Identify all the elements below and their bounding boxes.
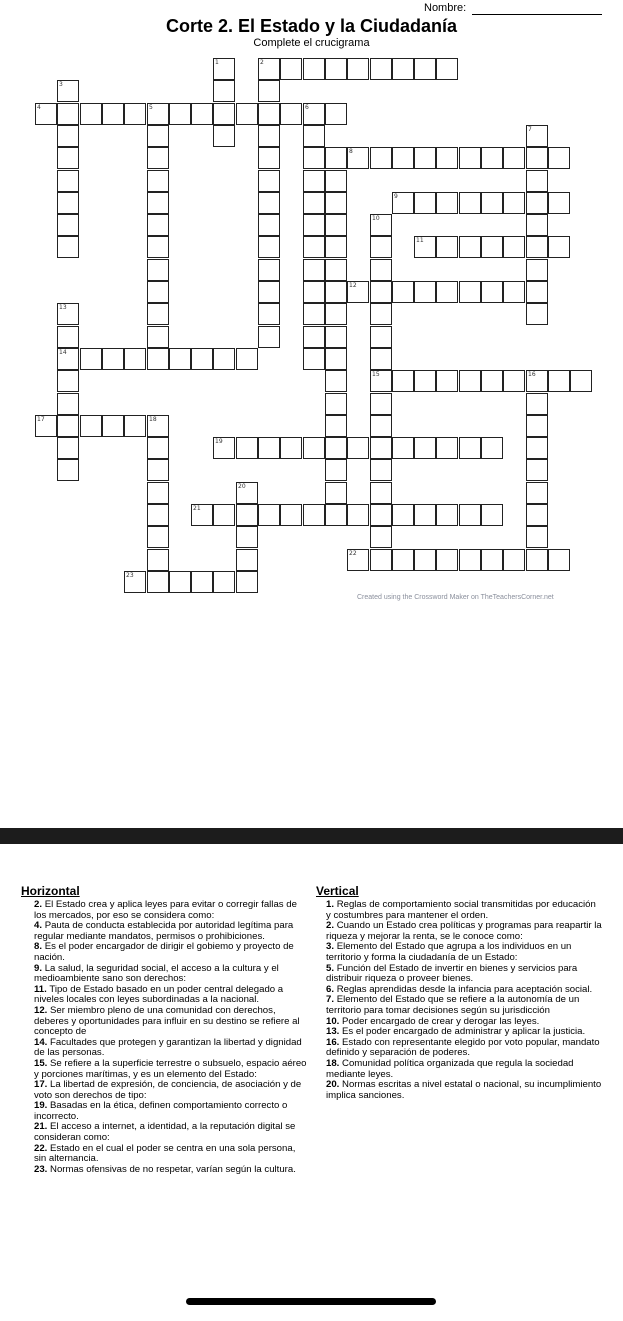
- clue-number: 11: [416, 237, 424, 244]
- crossword-cell[interactable]: [236, 437, 258, 459]
- crossword-cell[interactable]: [436, 147, 458, 169]
- crossword-cell[interactable]: [124, 571, 146, 593]
- crossword-cell[interactable]: [303, 303, 325, 325]
- crossword-cell[interactable]: [147, 504, 169, 526]
- crossword-cell[interactable]: [303, 103, 325, 125]
- crossword-cell[interactable]: [370, 415, 392, 437]
- crossword-cell[interactable]: [414, 236, 436, 258]
- crossword-cell[interactable]: [526, 370, 548, 392]
- crossword-cell[interactable]: [526, 214, 548, 236]
- crossword-cell[interactable]: [459, 370, 481, 392]
- crossword-cell[interactable]: [481, 192, 503, 214]
- clue-item: 5. Función del Estado de invertir en bienes y servicios para distribuir riqueza o proveer bienes.: [326, 962, 578, 985]
- crossword-cell[interactable]: [347, 549, 369, 571]
- crossword-cell[interactable]: [370, 303, 392, 325]
- clue-number: 22: [349, 550, 357, 557]
- crossword-cell[interactable]: [325, 58, 347, 80]
- crossword-cell[interactable]: [35, 103, 57, 125]
- crossword-cell[interactable]: [325, 170, 347, 192]
- crossword-cell[interactable]: [526, 526, 548, 548]
- crossword-cell[interactable]: [280, 504, 302, 526]
- crossword-cell[interactable]: [147, 125, 169, 147]
- crossword-cell[interactable]: [347, 147, 369, 169]
- crossword-cell[interactable]: [147, 170, 169, 192]
- crossword-cell[interactable]: [213, 58, 235, 80]
- crossword-cell[interactable]: [392, 504, 414, 526]
- crossword-cell[interactable]: [370, 549, 392, 571]
- crossword-cell[interactable]: [325, 482, 347, 504]
- crossword-cell[interactable]: [102, 103, 124, 125]
- clue-item: 14. Facultades que protegen y garantizan la libertad y dignidad de las personas.: [34, 1036, 302, 1059]
- home-indicator: [186, 1298, 436, 1305]
- crossword-cell[interactable]: [147, 482, 169, 504]
- crossword-cell[interactable]: [436, 236, 458, 258]
- crossword-cell[interactable]: [258, 103, 280, 125]
- clue-number: 5: [149, 104, 153, 111]
- crossword-cell[interactable]: [147, 236, 169, 258]
- clue-number: 7: [528, 126, 532, 133]
- vertical-clue-list: [326, 900, 602, 1101]
- crossword-cell[interactable]: [370, 58, 392, 80]
- clue-number: 17: [37, 416, 45, 423]
- crossword-cell[interactable]: [414, 58, 436, 80]
- clue-number: 19: [215, 438, 223, 445]
- clue-number: 9: [394, 193, 398, 200]
- crossword-cell[interactable]: [325, 459, 347, 481]
- crossword-cell[interactable]: [236, 526, 258, 548]
- crossword-cell[interactable]: [526, 281, 548, 303]
- clue-item: 23. Normas ofensivas de no respetar, varían según la cultura.: [34, 1163, 296, 1175]
- crossword-cell[interactable]: [213, 571, 235, 593]
- crossword-cell[interactable]: [303, 348, 325, 370]
- clue-item: 1. Reglas de comportamiento social transmitidas por educación y costumbres para mantener el orden.: [326, 899, 596, 921]
- crossword-cell[interactable]: [57, 170, 79, 192]
- crossword-cell[interactable]: [526, 393, 548, 415]
- crossword-cell[interactable]: [347, 504, 369, 526]
- crossword-cell[interactable]: [147, 459, 169, 481]
- crossword-cell[interactable]: [147, 571, 169, 593]
- crossword-cell[interactable]: [325, 415, 347, 437]
- crossword-cell[interactable]: [526, 125, 548, 147]
- crossword-cell[interactable]: [392, 281, 414, 303]
- crossword-cell[interactable]: [258, 80, 280, 102]
- crossword-cell[interactable]: [459, 281, 481, 303]
- crossword-cell[interactable]: [436, 192, 458, 214]
- crossword-cell[interactable]: [392, 370, 414, 392]
- crossword-cell[interactable]: [147, 281, 169, 303]
- crossword-cell[interactable]: [147, 415, 169, 437]
- crossword-cell[interactable]: [236, 348, 258, 370]
- crossword-cell[interactable]: [481, 281, 503, 303]
- crossword-cell[interactable]: [258, 192, 280, 214]
- crossword-cell[interactable]: [436, 437, 458, 459]
- crossword-cell[interactable]: [392, 549, 414, 571]
- crossword-cell[interactable]: [503, 370, 525, 392]
- crossword-cell[interactable]: [57, 437, 79, 459]
- crossword-cell[interactable]: [258, 170, 280, 192]
- crossword-cell[interactable]: [370, 214, 392, 236]
- crossword-cell[interactable]: [280, 58, 302, 80]
- crossword-cell[interactable]: [459, 437, 481, 459]
- crossword-cell[interactable]: [481, 549, 503, 571]
- vertical-header: Vertical: [316, 884, 359, 898]
- clue-number: 23: [126, 572, 134, 579]
- crossword-cell[interactable]: [169, 103, 191, 125]
- crossword-cell[interactable]: [213, 437, 235, 459]
- crossword-cell[interactable]: [303, 192, 325, 214]
- crossword-cell[interactable]: [57, 393, 79, 415]
- horizontal-clue-list: [34, 900, 310, 1175]
- crossword-cell[interactable]: [147, 326, 169, 348]
- crossword-cell[interactable]: [459, 236, 481, 258]
- crossword-cell[interactable]: [414, 192, 436, 214]
- crossword-cell[interactable]: [303, 214, 325, 236]
- crossword-cell[interactable]: [325, 147, 347, 169]
- clue-number: 6: [305, 104, 309, 111]
- clue-item: 4. Pauta de conducta establecida por autoridad legítima para regular mediante mandatos, permisos o prohibiciones.: [34, 920, 294, 942]
- crossword-cell[interactable]: [325, 192, 347, 214]
- crossword-cell[interactable]: [191, 103, 213, 125]
- crossword-cell[interactable]: [303, 259, 325, 281]
- clue-number: 18: [149, 416, 157, 423]
- crossword-cell[interactable]: [80, 415, 102, 437]
- crossword-cell[interactable]: [303, 58, 325, 80]
- crossword-cell[interactable]: [436, 549, 458, 571]
- clue-number: 1: [215, 59, 219, 66]
- crossword-cell[interactable]: [258, 326, 280, 348]
- crossword-cell[interactable]: [57, 415, 79, 437]
- crossword-cell[interactable]: [258, 125, 280, 147]
- crossword-cell[interactable]: [548, 549, 570, 571]
- crossword-cell[interactable]: [147, 526, 169, 548]
- crossword-cell[interactable]: [258, 147, 280, 169]
- crossword-cell[interactable]: [414, 437, 436, 459]
- clue-item: 2. El Estado crea y aplica leyes para evitar o corregir fallas de los mercados, por eso se considera como:: [34, 899, 297, 921]
- crossword-cell[interactable]: [370, 526, 392, 548]
- clue-number: 15: [372, 371, 380, 378]
- crossword-cell[interactable]: [325, 281, 347, 303]
- crossword-cell[interactable]: [147, 549, 169, 571]
- crossword-cell[interactable]: [503, 147, 525, 169]
- crossword-cell[interactable]: [436, 281, 458, 303]
- crossword-cell[interactable]: [392, 437, 414, 459]
- crossword-cell[interactable]: [57, 459, 79, 481]
- clue-item: 17. La libertad de expresión, de conciencia, de asociación y de voto son derechos de tipo:: [34, 1079, 302, 1101]
- clue-number: 20: [238, 483, 246, 490]
- crossword-cell[interactable]: [370, 393, 392, 415]
- page-title: Corte 2. El Estado y la Ciudadanía: [165, 16, 458, 36]
- crossword-cell[interactable]: [414, 504, 436, 526]
- crossword-cell[interactable]: [548, 192, 570, 214]
- crossword-cell[interactable]: [370, 348, 392, 370]
- crossword-cell[interactable]: [459, 147, 481, 169]
- clue-item: 11. Tipo de Estado basado en un poder central delegado a niveles locales con leyes subordinadas a la nacional.: [34, 983, 284, 1006]
- crossword-cell[interactable]: [191, 504, 213, 526]
- crossword-cell[interactable]: [325, 393, 347, 415]
- crossword-cell[interactable]: [236, 482, 258, 504]
- clue-number: 12: [349, 282, 357, 289]
- crossword-cell[interactable]: [436, 58, 458, 80]
- crossword-cell[interactable]: [147, 437, 169, 459]
- crossword-cell[interactable]: [392, 192, 414, 214]
- crossword-cell[interactable]: [191, 571, 213, 593]
- nombre-label: Nombre:: [424, 2, 467, 14]
- crossword-cell[interactable]: [526, 415, 548, 437]
- crossword-cell[interactable]: [570, 370, 592, 392]
- crossword-cell[interactable]: [258, 504, 280, 526]
- crossword-cell[interactable]: [459, 504, 481, 526]
- crossword-cell[interactable]: [236, 504, 258, 526]
- clue-item: 3. Elemento del Estado que agrupa a los individuos en un territorio y forma la ciudadanía de un Estado:: [326, 941, 572, 963]
- crossword-cell[interactable]: [481, 370, 503, 392]
- crossword-cell[interactable]: [213, 103, 235, 125]
- crossword-cell[interactable]: [325, 504, 347, 526]
- crossword-cell[interactable]: [57, 125, 79, 147]
- crossword-cell[interactable]: [548, 236, 570, 258]
- crossword-cell[interactable]: [370, 326, 392, 348]
- crossword-cell[interactable]: [303, 236, 325, 258]
- clue-number: 2: [260, 59, 264, 66]
- crossword-cell[interactable]: [57, 80, 79, 102]
- crossword-cell[interactable]: [325, 236, 347, 258]
- credit-text: Created using the Crossword Maker on TheTeachersCorner.net: [357, 594, 554, 601]
- crossword-cell[interactable]: [303, 281, 325, 303]
- crossword-cell[interactable]: [57, 236, 79, 258]
- crossword-cell[interactable]: [526, 236, 548, 258]
- clue-number: 3: [59, 81, 63, 88]
- crossword-cell[interactable]: [303, 326, 325, 348]
- crossword-cell[interactable]: [392, 147, 414, 169]
- crossword-cell[interactable]: [57, 103, 79, 125]
- nombre-field[interactable]: [472, 14, 602, 15]
- crossword-cell[interactable]: [303, 437, 325, 459]
- crossword-cell[interactable]: [258, 259, 280, 281]
- crossword-cell[interactable]: [258, 58, 280, 80]
- crossword-cell[interactable]: [526, 303, 548, 325]
- clue-item: 16. Estado con representante elegido por voto popular, mandato definido y separación de poderes.: [326, 1036, 600, 1059]
- crossword-cell[interactable]: [124, 415, 146, 437]
- crossword-cell[interactable]: [258, 437, 280, 459]
- crossword-cell[interactable]: [370, 259, 392, 281]
- crossword-cell[interactable]: [35, 415, 57, 437]
- clue-number: 8: [349, 148, 353, 155]
- crossword-cell[interactable]: [213, 348, 235, 370]
- crossword-cell[interactable]: [436, 504, 458, 526]
- crossword-cell[interactable]: [57, 348, 79, 370]
- clue-number: 13: [59, 304, 67, 311]
- crossword-cell[interactable]: [303, 504, 325, 526]
- clue-item: 15. Se refiere a la superficie terrestre o subsuelo, espacio aéreo y porciones marítimas, y es un elemento del Estado:: [34, 1057, 307, 1080]
- clue-number: 21: [193, 505, 201, 512]
- clue-item: 8. Es el poder encargador de dirigir el gobiemo y proyecto de nación.: [34, 941, 294, 963]
- crossword-cell[interactable]: [124, 348, 146, 370]
- crossword-cell[interactable]: [370, 459, 392, 481]
- crossword-cell[interactable]: [325, 326, 347, 348]
- crossword-cell[interactable]: [325, 370, 347, 392]
- horizontal-header: Horizontal: [21, 884, 80, 898]
- crossword-cell[interactable]: [548, 370, 570, 392]
- clue-item: 18. Comunidad política organizada que regula la sociedad mediante leyes.: [326, 1057, 574, 1080]
- crossword-cell[interactable]: [57, 214, 79, 236]
- crossword-cell[interactable]: [370, 504, 392, 526]
- crossword-cell[interactable]: [526, 147, 548, 169]
- crossword-cell[interactable]: [526, 482, 548, 504]
- crossword-cell[interactable]: [503, 192, 525, 214]
- crossword-cell[interactable]: [526, 549, 548, 571]
- crossword-cell[interactable]: [347, 58, 369, 80]
- clue-item: 13. Es el poder encargado de administrar y aplicar la justicia.: [326, 1026, 586, 1038]
- crossword-cell[interactable]: [414, 549, 436, 571]
- crossword-cell[interactable]: [325, 437, 347, 459]
- clue-number: 10: [372, 215, 380, 222]
- clue-item: 20. Normas escritas a nivel estatal o nacional, su incumplimiento implica sanciones.: [326, 1079, 602, 1101]
- crossword-cell[interactable]: [481, 437, 503, 459]
- crossword-cell[interactable]: [80, 348, 102, 370]
- crossword-cell[interactable]: [57, 370, 79, 392]
- crossword-cell[interactable]: [258, 214, 280, 236]
- crossword-cell[interactable]: [57, 326, 79, 348]
- crossword-cell[interactable]: [102, 348, 124, 370]
- clue-item: 21. El acceso a internet, a identidad, a la reputación digital se consideran como:: [34, 1121, 296, 1144]
- crossword-cell[interactable]: [548, 147, 570, 169]
- crossword-cell[interactable]: [213, 504, 235, 526]
- crossword-cell[interactable]: [526, 437, 548, 459]
- crossword-cell[interactable]: [147, 103, 169, 125]
- crossword-cell[interactable]: [236, 103, 258, 125]
- crossword-cell[interactable]: [414, 281, 436, 303]
- crossword-cell[interactable]: [102, 415, 124, 437]
- crossword-cell[interactable]: [303, 125, 325, 147]
- crossword-cell[interactable]: [147, 259, 169, 281]
- clue-item: 10. Poder encargado de crear y derogar las leyes.: [326, 1015, 540, 1027]
- crossword-cell[interactable]: [459, 549, 481, 571]
- crossword-cell[interactable]: [526, 459, 548, 481]
- crossword-cell[interactable]: [169, 348, 191, 370]
- page-subtitle: Complete el crucigrama: [253, 37, 370, 49]
- crossword-cell[interactable]: [169, 571, 191, 593]
- crossword-cell[interactable]: [258, 303, 280, 325]
- clue-item: 19. Basadas en la ética, definen comportamiento correcto o incorrecto.: [34, 1100, 288, 1122]
- crossword-cell[interactable]: [147, 147, 169, 169]
- crossword-cell[interactable]: [503, 281, 525, 303]
- clue-item: 22. Estado en el cual el poder se centra en una sola persona, sin alternancia.: [34, 1142, 296, 1165]
- crossword-cell[interactable]: [325, 348, 347, 370]
- crossword-cell[interactable]: [436, 370, 458, 392]
- crossword-cell[interactable]: [280, 437, 302, 459]
- crossword-cell[interactable]: [370, 147, 392, 169]
- crossword-cell[interactable]: [459, 192, 481, 214]
- crossword-cell[interactable]: [280, 103, 302, 125]
- crossword-cell[interactable]: [191, 348, 213, 370]
- crossword-cell[interactable]: [481, 147, 503, 169]
- crossword-cell[interactable]: [370, 281, 392, 303]
- crossword-cell[interactable]: [392, 58, 414, 80]
- crossword-cell[interactable]: [325, 103, 347, 125]
- crossword-cell[interactable]: [414, 370, 436, 392]
- clue-item: 7. Elemento del Estado que se refiere a la autonomía de un territorio para tomar decisiones según su jurisdicción: [326, 994, 580, 1016]
- crossword-cell[interactable]: [147, 214, 169, 236]
- crossword-cell[interactable]: [147, 348, 169, 370]
- crossword-cell[interactable]: [258, 236, 280, 258]
- crossword-cell[interactable]: [481, 236, 503, 258]
- clue-number: 16: [528, 371, 536, 378]
- screenshot-divider: [0, 828, 623, 844]
- crossword-cell[interactable]: [526, 504, 548, 526]
- clue-number: 14: [59, 349, 67, 356]
- clue-item: 9. La salud, la seguridad social, el acceso a la cultura y el medioambiente sano son derechos:: [34, 962, 279, 985]
- crossword-cell[interactable]: [80, 103, 102, 125]
- crossword-cell[interactable]: [57, 192, 79, 214]
- crossword-cell[interactable]: [258, 281, 280, 303]
- crossword-cell[interactable]: [213, 80, 235, 102]
- crossword-cell[interactable]: [303, 147, 325, 169]
- crossword-cell[interactable]: [414, 147, 436, 169]
- clue-number: 4: [37, 104, 41, 111]
- crossword-cell[interactable]: [213, 125, 235, 147]
- crossword-cell[interactable]: [147, 303, 169, 325]
- crossword-cell[interactable]: [57, 303, 79, 325]
- crossword-cell[interactable]: [325, 214, 347, 236]
- crossword-cell[interactable]: [236, 571, 258, 593]
- crossword-cell[interactable]: [481, 504, 503, 526]
- crossword-cell[interactable]: [526, 259, 548, 281]
- crossword-cell[interactable]: [147, 192, 169, 214]
- crossword-cell[interactable]: [503, 549, 525, 571]
- crossword-cell[interactable]: [370, 370, 392, 392]
- clue-item: 2. Cuando un Estado crea políticas y programas para reapartir la riqueza y mejorar la renta, se le conoce como:: [326, 920, 602, 942]
- crossword-cell[interactable]: [526, 192, 548, 214]
- crossword-cell[interactable]: [303, 170, 325, 192]
- crossword-cell[interactable]: [325, 303, 347, 325]
- crossword-cell[interactable]: [370, 236, 392, 258]
- crossword-cell[interactable]: [347, 281, 369, 303]
- crossword-cell[interactable]: [370, 437, 392, 459]
- crossword-cell[interactable]: [503, 236, 525, 258]
- crossword-cell[interactable]: [236, 549, 258, 571]
- crossword-cell[interactable]: [347, 437, 369, 459]
- clue-item: 6. Reglas aprendidas desde la infancia para aceptación social.: [326, 983, 593, 995]
- crossword-cell[interactable]: [325, 259, 347, 281]
- crossword-cell[interactable]: [370, 482, 392, 504]
- crossword-cell[interactable]: [124, 103, 146, 125]
- clue-item: 12. Ser miembro pleno de una comunidad con derechos, deberes y oportunidades para influir en su destino se refiere al concepto de: [34, 1004, 300, 1038]
- crossword-cell[interactable]: [526, 170, 548, 192]
- crossword-cell[interactable]: [57, 147, 79, 169]
